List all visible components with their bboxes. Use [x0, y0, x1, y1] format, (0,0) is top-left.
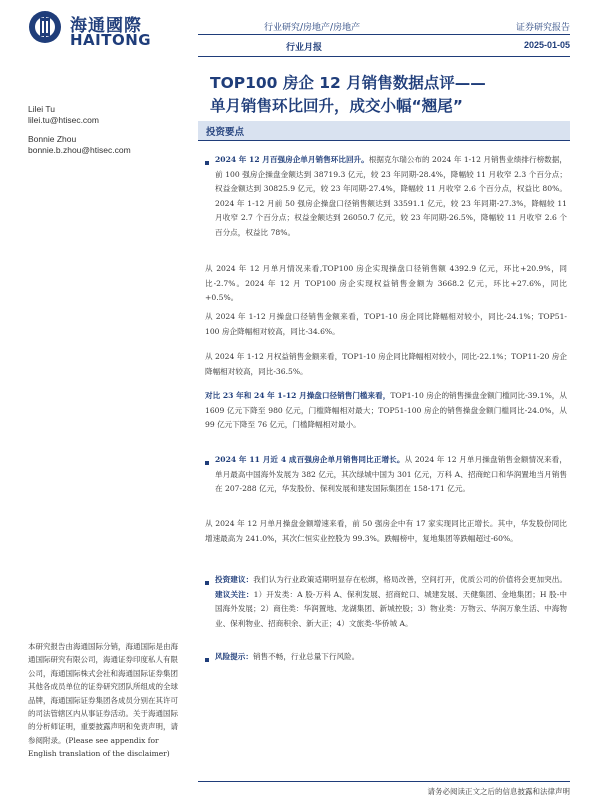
header-divider-bottom: [198, 56, 570, 57]
paragraph-yoy-growth: [215, 453, 567, 497]
paragraph-heading: 2024 年 11 月近 4 成百强房企单月销售同比正增长。: [215, 455, 405, 464]
author-email[interactable]: lilei.tu@htisec.com: [28, 115, 99, 125]
paragraph-heading: 投资建议：: [215, 575, 254, 584]
section-divider: [198, 140, 570, 141]
paragraph-risk: [215, 650, 567, 665]
paragraph-text: TOP1-10 房企的销售操盘金额门槛同比-39.1%，从 1609 亿元下降至 980 亿元，门槛降幅相对最大；TOP51-100 房企的销售操盘金额门槛同比-24.0%，从 99 亿元下降至 76 亿元，门槛降幅相对最小。: [205, 391, 568, 430]
bullet-icon: [205, 658, 209, 662]
bullet-icon: [205, 461, 209, 465]
footer-notice: 请务必阅读正文之后的信息披露和法律声明: [427, 787, 570, 796]
paragraph-text: 我们认为行业政策适期明显存在松绑，格局改善，空间打开，优质公司的价值将会更加突出。: [253, 575, 568, 584]
author-1: [28, 104, 99, 126]
paragraph-heading: 2024 年 12 月百强房企单月销售环比回升。: [215, 155, 369, 164]
report-label: 证券研究报告: [515, 23, 570, 33]
paragraph-monthly-sales: 从 2024 年 12 月单月情况来看,TOP100 房企实现操盘口径销售额 4392.9 亿元，环比+20.9%，同比-2.7%。2024 年 12 月 TOP100 房企实现权益销售金额为 3668.2 亿元，环比+27.6%，同比+0.5%。: [205, 264, 567, 303]
logo-cn-text: 海通國際: [70, 16, 142, 36]
logo-en-text: HAITONG: [70, 31, 152, 49]
author-2: [28, 134, 131, 156]
paragraph-operating-sales: 从 2024 年 1-12 月操盘口径销售金额来看，TOP1-10 房企同比降幅相对较小，同比-24.1%；TOP51-100 房企降幅相对较高，同比-34.6%。: [205, 312, 567, 336]
logo-emblem-icon: [28, 10, 62, 44]
section-header: [198, 121, 570, 140]
paragraph-heading: 对比 23 年和 24 年 1-12 月操盘口径销售门槛来看，: [205, 391, 391, 400]
author-email[interactable]: bonnie.b.zhou@htisec.com: [28, 145, 131, 155]
report-type: 行业月报: [286, 43, 323, 53]
paragraph-text: 销售不畅，行业总量下行风险。: [252, 652, 360, 661]
paragraph-sales-overview: [215, 153, 567, 241]
footer-divider: [198, 781, 570, 782]
report-title-line1: TOP100 房企 12 月销售数据点评——: [210, 74, 486, 92]
author-name: Lilei Tu: [28, 104, 55, 114]
bullet-icon: [205, 581, 209, 585]
haitong-logo: [28, 10, 178, 50]
paragraph-subheading: 建议关注：: [215, 589, 254, 599]
paragraph-investment-advice: [215, 573, 567, 631]
report-date: 2025-01-05: [523, 40, 570, 50]
section-title: 投资要点: [206, 127, 245, 138]
paragraph-text: 1）开发类：A 股-万科 A、保利发展、招商蛇口、城建发展、天健集团、金地集团；H 股-中国海外发展；2）商住类：华润置地、龙湖集团、新城控股；3）物业类：万物云、华润万象生活、中海物业、保利物业、招商积余、新大正；4）文旅类-华侨城 A。: [215, 589, 567, 628]
report-title-line2: 单月销售环比回升，成交小幅“翘尾”: [210, 97, 463, 115]
paragraph-growth-rank: 从 2024 年 12 月单月操盘金额增速来看，前 50 强房企中有 17 家实现同比正增长。其中，华发股份同比增速最高为 241.0%，其次仁恒实业控股为 99.3%。跌幅榜中，复地集团等跌幅超过-60%。: [205, 519, 567, 543]
bullet-icon: [205, 161, 209, 165]
paragraph-threshold: [205, 389, 567, 433]
paragraph-equity-sales: 从 2024 年 1-12 月权益销售金额来看，TOP1-10 房企同比降幅相对较小，同比-22.1%；TOP11-20 房企降幅相对较高，同比-36.5%。: [205, 352, 567, 376]
paragraph-text: 从 2024 年 12 月单月操盘销售金额情况来看，单月最高中国海外发展为 382 亿元，其次绿城中国为 301 亿元，万科 A、招商蛇口和华润置地当月销售在 207-288 亿元，华发股份、保利发展和建发国际集团在 158-171 亿元。: [215, 455, 567, 494]
author-name: Bonnie Zhou: [28, 134, 77, 144]
report-category: 行业研究/房地产/房地产: [264, 23, 361, 33]
paragraph-text: 根据克尔瑞公布的 2024 年 1-12 月销售业绩排行榜数据，前 100 强房企操盘金额达到 38719.3 亿元，较 23 年同期-28.4%，降幅较 11 月收窄 2.3 个百分点；权益金额达到 30825.9 亿元，较 23 年同期-27.4%，降幅较 11 月收窄 2.6 个百分点，权益比 80%。2024 年 1-12 月前 50 强房企操盘口径销售额达到 33591.1 亿元，较 23 年同期-27.3%，降幅较 11 月收窄 2.7 个百分点；权益金额达到 26050.7 亿元，较 23 年同期-26.5%，降幅较 11 月收窄 2.6 个百分点，权益比 78%。: [215, 155, 567, 237]
distribution-disclaimer: 本研究报告由海通国际分销，海通国际是由海通国际研究有限公司，海通证券印度私人有限公司，海通国际株式会社和海通国际证券集团其他各成员单位的证券研究团队所组成的全球品牌，海通国际证券集团各成员分别在其许可的司法管辖区内从事证券活动。关于海通国际的分析师证明，重要披露声明和免责声明，请参阅附录。(Please see appendix for English translation of the disclaimer): [28, 642, 178, 759]
header-divider: [198, 34, 570, 35]
paragraph-heading: 风险提示：: [215, 652, 253, 661]
